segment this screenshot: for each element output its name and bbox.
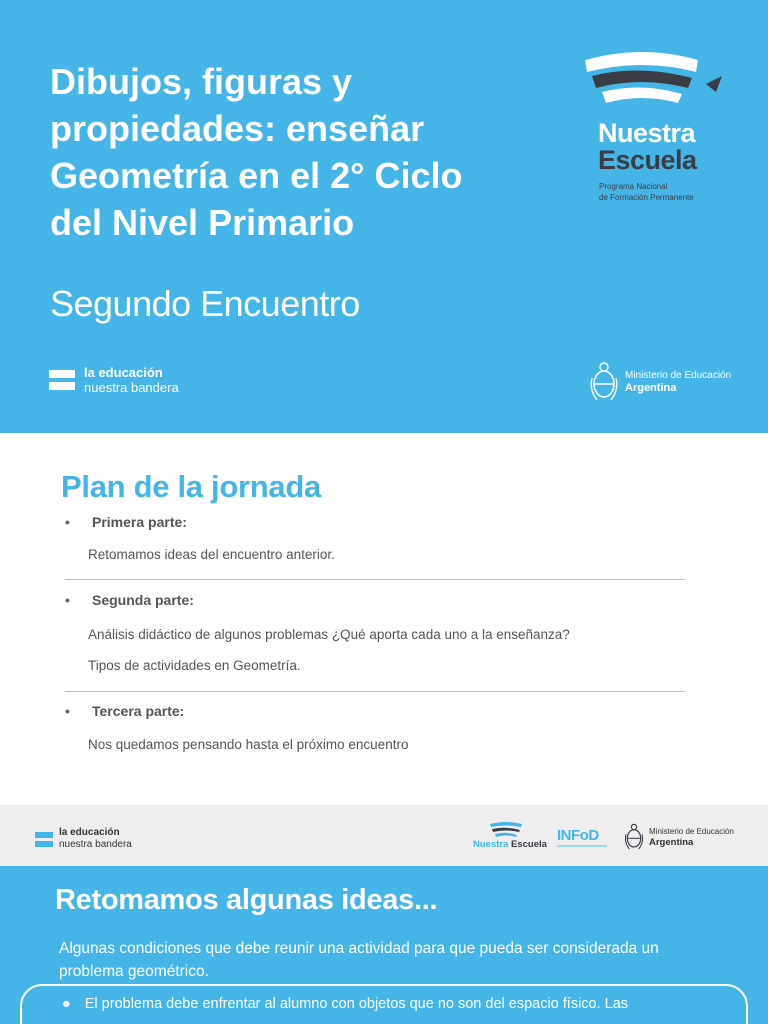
coat-of-arms-icon — [624, 821, 644, 853]
infod-underline — [557, 845, 607, 847]
part-heading-text: Tercera parte: — [92, 703, 185, 719]
cover-title-line: Dibujos, figuras y — [50, 61, 353, 102]
slide-footer — [0, 805, 768, 866]
list-item — [62, 996, 628, 1012]
edu-badge-line2: nuestra bandera — [84, 380, 179, 395]
cover-subtitle: Segundo Encuentro — [50, 283, 360, 324]
edu-badge — [49, 365, 179, 395]
cover-slide — [0, 0, 768, 433]
plan-slide — [0, 433, 768, 805]
brand-sub-line2: de Formación Permanente — [599, 193, 694, 202]
plan-title: Plan de la jornada — [61, 469, 321, 504]
ministry-line1: Ministerio de Educación — [649, 826, 734, 836]
cover-title-line: del Nivel Primario — [50, 202, 355, 243]
edu-badge-line1: la educación — [59, 827, 120, 838]
part-line: Nos quedamos pensando hasta el próximo encuentro — [88, 737, 409, 752]
flag-bars-icon — [35, 832, 53, 847]
brand-sub-line1: Programa Nacional — [599, 182, 668, 191]
nuestra-escuela-mini-text — [473, 839, 547, 850]
brand-name-line1: Nuestra — [598, 118, 696, 148]
ministry-line1: Ministerio de Educación — [625, 370, 732, 381]
brand-name-line2: Escuela — [598, 145, 697, 175]
cover-title-line: propiedades: enseñar — [50, 108, 425, 149]
brand-subtitle — [599, 181, 694, 203]
divider — [65, 691, 685, 692]
part-heading-2 — [65, 592, 194, 608]
coat-of-arms-icon — [589, 360, 619, 404]
flag-bars-icon — [49, 370, 75, 390]
retoma-slide — [0, 866, 768, 1024]
bullet: • — [65, 514, 70, 530]
part-heading-1 — [65, 514, 187, 530]
ne-text-a: Nuestra — [473, 839, 509, 850]
part-heading-text: Segunda parte: — [92, 592, 194, 608]
bullet: • — [65, 703, 70, 719]
part-heading-text: Primera parte: — [92, 514, 187, 530]
ministry-badge — [624, 821, 734, 853]
ministry-line2: Argentina — [625, 382, 677, 394]
part-line: Análisis didáctico de algunos problemas ¿Qué aporta cada uno a la enseñanza? — [88, 627, 570, 642]
bullet: ● — [62, 996, 71, 1012]
part-heading-3 — [65, 703, 184, 719]
part-line: Retomamos ideas del encuentro anterior. — [88, 547, 335, 562]
ministry-line2: Argentina — [649, 836, 694, 848]
list-item-text: El problema debe enfrentar al alumno con objetos que no son del espacio físico. Las — [84, 996, 629, 1012]
retoma-intro: Algunas condiciones que debe reunir una actividad para que pueda ser considerada un problema geométrico. — [59, 940, 659, 980]
infod-logo: INFoD — [557, 827, 599, 844]
edu-badge — [35, 827, 132, 851]
divider — [65, 579, 685, 580]
bullet: • — [65, 592, 70, 608]
cover-title — [50, 58, 530, 246]
edu-badge-line1: la educación — [84, 365, 163, 380]
part-line: Tipos de actividades en Geometría. — [88, 658, 301, 673]
cover-title-line: Geometría en el 2° Ciclo — [50, 155, 463, 196]
ne-text-b: Escuela — [511, 839, 547, 850]
ministry-badge — [589, 360, 731, 404]
edu-badge-line2: nuestra bandera — [59, 839, 132, 850]
retoma-title: Retomamos algunas ideas... — [55, 884, 438, 916]
brand-name — [598, 120, 697, 174]
